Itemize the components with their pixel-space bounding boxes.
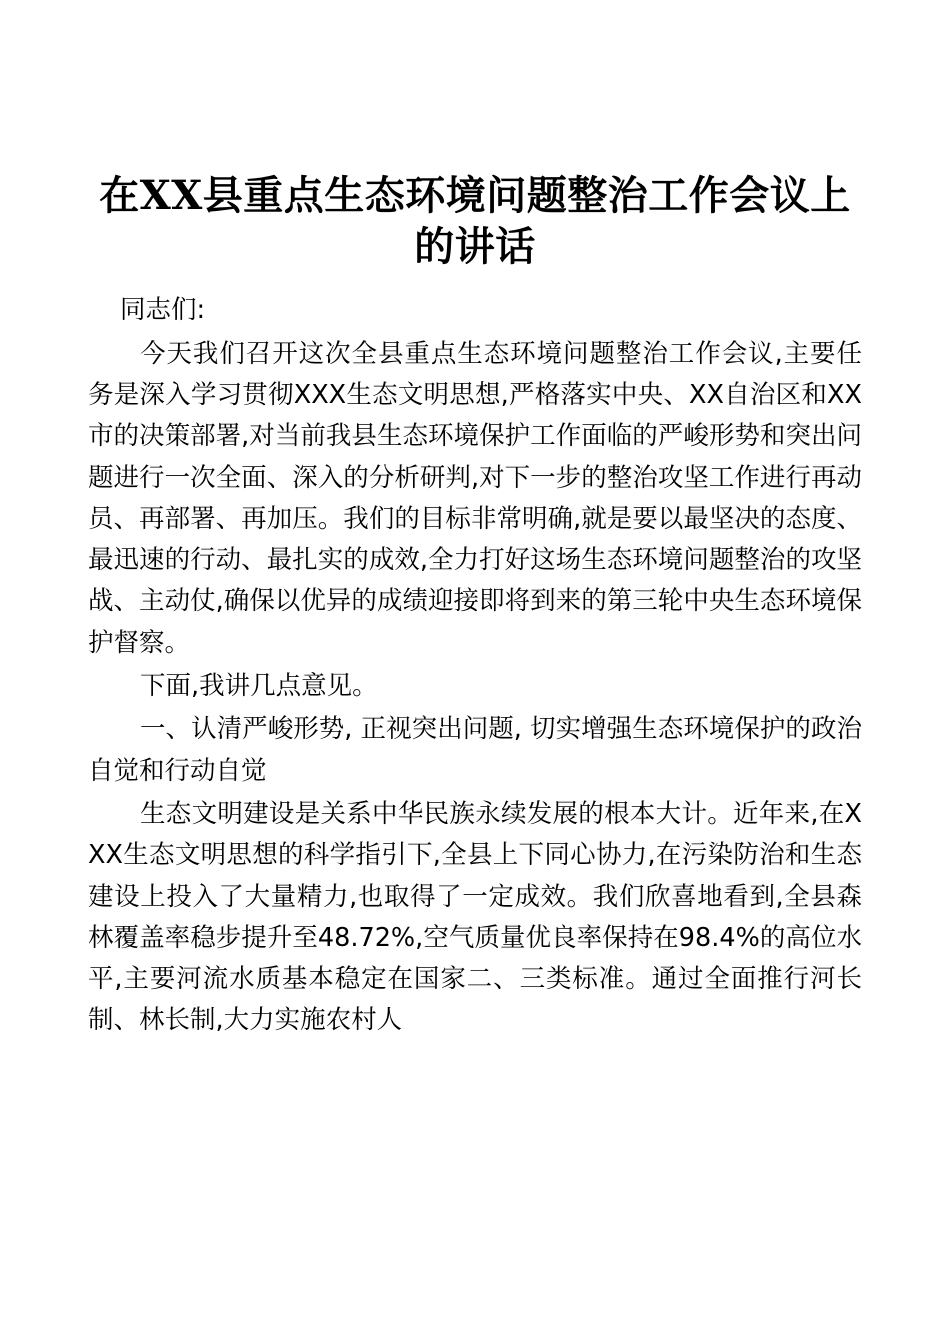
paragraph-1: 今天我们召开这次全县重点生态环境问题整治工作会议,主要任务是深入学习贯彻XXX生态文明思想,严格落实中央、XX自治区和XX市的决策部署,对当前我县生态环境保护工作面临的严峻形势和突出问题进行一次全面、深入的分析研判,对下一步的整治攻坚工作进行再动员、再部署、再加压。我们的目标非常明确,就是要以最坚决的态度、最迅速的行动、最扎实的成效,全力打好这场生态环境问题整治的攻坚战、主动仗,确保以优异的成绩迎接即将到来的第三轮中央生态环境保护督察。 xyxy=(88,338,862,658)
section-heading-1: 一、认清严峻形势, 正视突出问题, 切实增强生态环境保护的政治自觉和行动自觉 xyxy=(88,714,862,786)
paragraph-2: 下面,我讲几点意见。 xyxy=(140,671,378,702)
page-title: 在XX县重点生态环境问题整治工作会议上的讲话 xyxy=(99,172,851,271)
salutation: 同志们: xyxy=(120,295,206,326)
paragraph-3: 生态文明建设是关系中华民族永续发展的根本大计。近年来,在XXX生态文明思想的科学指引下,全县上下同心协力,在污染防治和生态建设上投入了大量精力,也取得了一定成效。我们欣喜地看到,全县森林覆盖率稳步提升至48.72%,空气质量优良率保持在98.4%的高位水平,主要河流水质基本稳定在国家二、三类标准。通过全面推行河长制、林长制,大力实施农村人 xyxy=(88,798,862,1036)
